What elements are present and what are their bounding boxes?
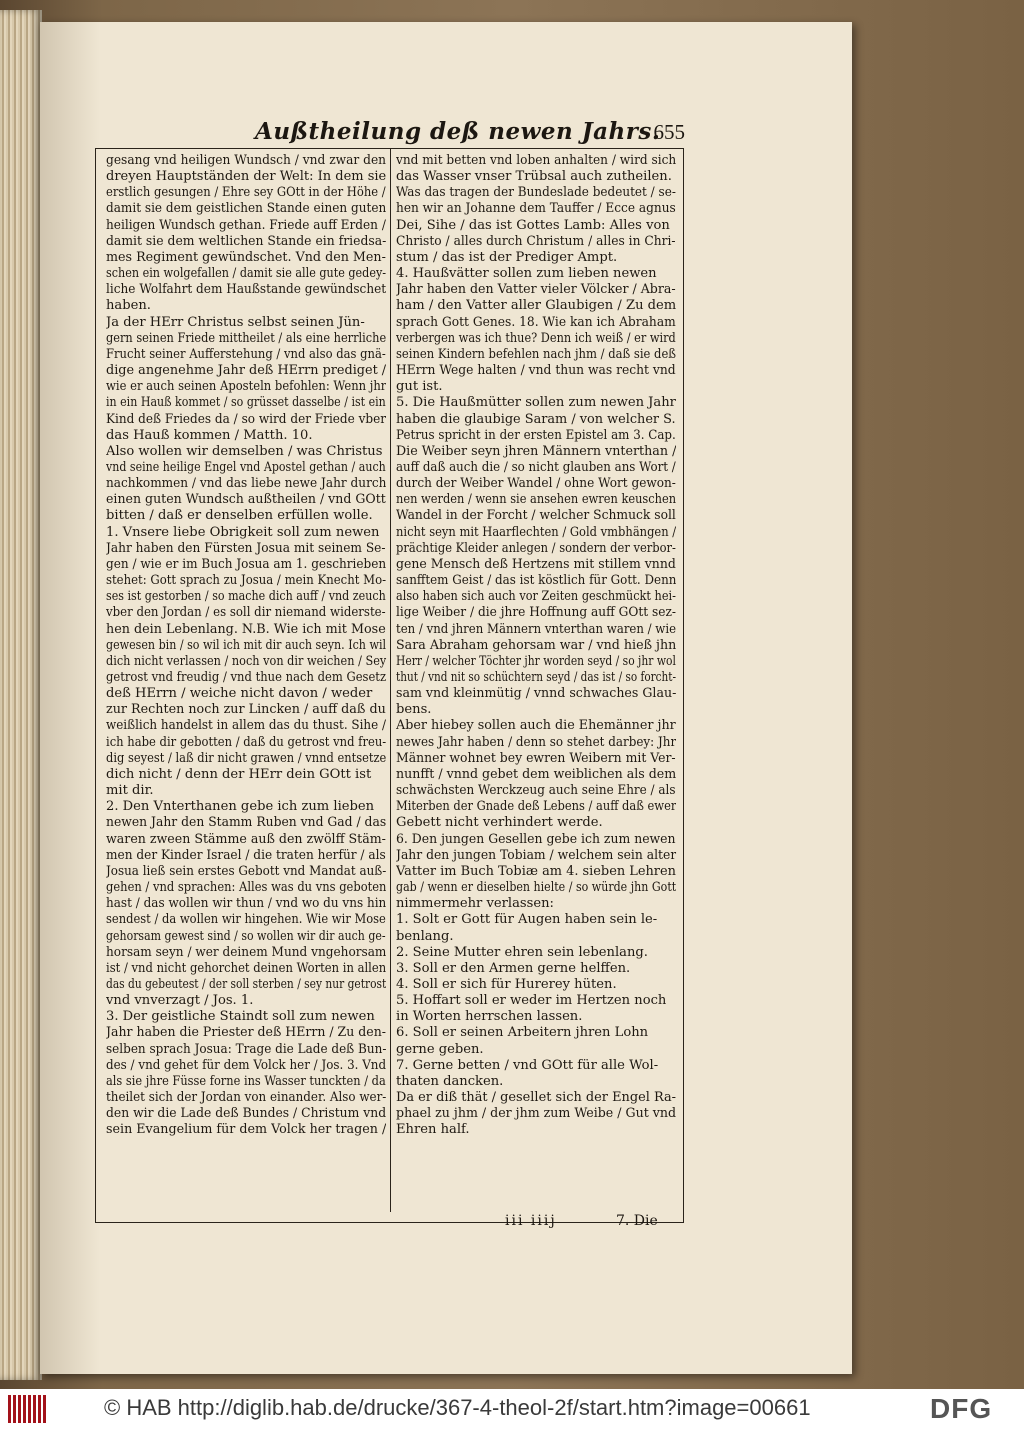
text-line: Frucht seiner Aufferstehung / vnd also das gnä- [106,346,386,362]
text-line: sein Evangelium für dem Volck her tragen / [106,1122,387,1138]
book-page-edges [0,10,42,1380]
text-line: dig seyest / laß dir nicht grawen / vnnd entsetze [106,750,386,766]
text-line: in Worten herrschen lassen. [396,1009,583,1025]
text-line: dreyen Hauptständen der Welt: In dem sie [106,169,387,185]
text-line: HErrn Wege halten / vnd thun was recht vnd [396,363,676,379]
text-line: Jahr haben den Fürsten Josua mit seinem Se- [106,540,386,556]
text-line: bitten / daß er denselben erfüllen wolle. [106,508,373,524]
text-line: ist / vnd nicht gehorchet deinen Worten in allen [106,960,386,976]
text-line: damit sie dem geistlichen Stande einen guten [106,201,386,217]
text-line: Da er diß thät / gesellet sich der Engel Ra- [396,1090,677,1106]
text-line: durch der Weiber Wandel / ohne Wort gewon- [396,476,676,492]
running-title: Außtheilung deß newen Jahrs. [255,118,661,145]
text-line: nunfft / vnnd gebet dem weiblichen als dem [396,766,676,782]
text-line: 3. Der geistliche Staindt soll zum newen [106,1009,375,1025]
hab-logo-icon [8,1395,48,1423]
text-line: gen / wie er im Buch Josua am 1. geschrieben [106,556,386,572]
text-line: gesang vnd heiligen Wundsch / vnd zwar den [106,153,386,168]
text-line: phael zu jhm / der jhm zum Weibe / Gut vnd [396,1106,676,1122]
text-line: gerne geben. [396,1041,484,1057]
text-line: hen dein Lebenlang. N.B. Wie ich mit Mose [106,621,386,637]
text-line: lige Weiber / die jhre Hoffnung auff GOtt sez- [396,605,676,621]
text-line: thaten dancken. [396,1073,504,1089]
text-line: sprach Gott Genes. 18. Wie kan ich Abraham [396,314,676,330]
text-line: weißlich handelst in allem das du thust. Sihe / [106,718,386,734]
text-line: in ein Hauß kommet / so grüsset dasselbe / ist ein [106,395,386,411]
text-line: dich nicht / denn der HErr dein GOtt ist [106,766,372,782]
text-line: vnd vnverzagt / Jos. 1. [106,993,254,1009]
text-line: Ja der HErr Christus selbst seinen Jün- [106,314,365,330]
signature-mark: iii iiij [505,1213,557,1229]
text-line: Wandel in der Forcht / welcher Schmuck soll [396,508,676,524]
text-line: theilet sich der Jordan von einander. Also wer- [106,1090,386,1106]
text-line: Was das tragen der Bundeslade bedeutet / se- [396,185,676,201]
text-line: zur Rechten noch zur Lincken / auff daß du [106,702,386,718]
text-line: benlang. [396,928,454,944]
text-line: Herr / welcher Töchter jhr worden seyd / so jhr wol [396,653,676,669]
text-line: deß HErrn / weiche nicht davon / weder [106,686,373,702]
text-line: prächtige Kleider anlegen / sondern der verbor- [396,540,676,556]
text-line: liche Wolfahrt dem Haußstande gewündschet [106,282,386,298]
text-line: Also wollen wir demselben / was Christus [106,443,383,459]
text-line: 3. Soll er den Armen gerne helffen. [396,960,631,976]
text-line: 6. Den jungen Gesellen gebe ich zum newen [396,831,676,847]
text-line: seinen Kindern befehlen nach jhm / daß sie deß [396,346,676,362]
text-line: men der Kinder Israel / die traten herfür / als [106,847,386,863]
text-line: hen wir an Johanne dem Tauffer / Ecce agnus [396,201,676,217]
text-line: als sie jhre Füsse forne ins Wasser tunckten / da [106,1073,386,1089]
text-line: 7. Gerne betten / vnd GOtt für alle Wol- [396,1057,659,1073]
text-line: 2. Den Vnterthanen gebe ich zum lieben [106,799,375,815]
text-line: nimmermehr verlassen: [396,896,554,912]
text-line: gehorsam gewest sind / so wollen wir dir auch ge- [106,928,386,944]
text-line: Dei, Sihe / das ist Gottes Lamb: Alles von [396,217,670,233]
text-line: schwächsten Werckzeug auch seine Ehre / als [396,783,676,799]
text-line: des / vnd gehet für dem Volck her / Jos. 3. Vnd [106,1057,386,1073]
text-line: gab / wenn er dieselben hielte / so würde jhn Gott [396,880,676,896]
text-line: bens. [396,702,432,718]
dfg-logo: DFG [930,1393,993,1424]
text-line: newen Jahr den Stamm Ruben vnd Gad / das [106,815,387,831]
page-number: 655 [653,120,685,144]
text-line: Kind deß Friedes da / so wird der Friede vber [106,411,386,427]
text-line: ham / den Vatter aller Glaubigen / Zu dem [396,298,677,314]
text-line: heiligen Wundsch gethan. Friede auff Erden / [106,217,386,233]
text-line: dich nicht verlassen / noch von dir weichen / Sey [106,653,387,669]
text-line: Die Weiber seyn jhren Männern vnterthan / [396,443,677,459]
text-line: Jahr haben den Vatter vieler Völcker / Abra- [396,282,676,298]
text-line: vnd mit betten vnd loben anhalten / wird sich [396,153,676,168]
text-line: das Wasser vnser Trübsal auch zutheilen. [396,169,672,185]
text-line: Miterben der Gnade deß Lebens / auff daß ewer [396,799,676,815]
text-line: 1. Solt er Gott für Augen haben sein le- [396,912,658,928]
right-column [396,153,678,1139]
text-line: haben. [106,298,151,314]
text-line: mit dir. [106,783,154,799]
text-line: wie er auch seinen Aposteln befohlen: Wenn jhr [106,379,386,395]
text-line: nen werden / wenn sie ansehen ewren keuschen [396,492,677,508]
text-line: 5. Hoffart soll er weder im Hertzen noch [396,993,667,1009]
text-line: also haben sich auch vor Zeiten geschmückt hei- [396,589,676,605]
text-line: ich habe dir gebotten / daß du getrost vnd freu- [106,734,386,750]
text-line: Gebett nicht verhindert werde. [396,815,603,831]
text-line: gern seinen Friede mittheilet / als eine herrliche [106,330,387,346]
text-line: stehet: Gott sprach zu Josua / mein Knecht Mo- [106,573,387,589]
text-line: damit sie dem weltlichen Stande ein friedsa- [106,233,387,249]
text-line: Petrus spricht in der ersten Epistel am 3. Cap. [396,427,676,443]
text-line: gewesen bin / so wil ich mit dir auch seyn. Ich wil [106,637,387,653]
text-line: dige angenehme Jahr deß HErrn prediget / [106,363,386,379]
text-line: gene Mensch deß Hertzens mit stillem vnnd [396,556,676,572]
text-line: sanfftem Geist / das ist köstlich für Gott. Denn [396,573,676,589]
text-line: getrost vnd freudig / vnd thue nach dem Gesetz [106,670,386,685]
source-url-link[interactable]: © HAB http://diglib.hab.de/drucke/367-4-theol-2f/start.htm?image=00661 [104,1395,811,1420]
left-column [106,153,388,1139]
text-line: sam vnd kleinmütig / vnnd schwaches Glau- [396,686,676,702]
text-line: erstlich gesungen / Ehre sey GOtt in der Höhe / [106,185,386,201]
catchword: 7. Die [616,1213,658,1229]
text-line: ses ist gestorben / so mache dich auff / vnd zeuch [106,589,386,605]
text-line: waren zween Stämme auß den zwölff Stäm- [106,831,386,847]
text-line: 6. Soll er seinen Arbeitern jhren Lohn [396,1025,649,1041]
text-line: den wir die Lade deß Bundes / Christum vnd [106,1106,387,1122]
text-line: schen ein wolgefallen / damit sie alle gute gedey- [106,266,387,282]
text-line: sendest / da wollen wir hingehen. Wie wir Mose [106,912,386,928]
text-line: das du gebeutest / der soll sterben / sey nur getrost [106,976,387,992]
text-line: Sara Abraham gehorsam war / vnd hieß jhn [396,637,677,653]
text-line: das Hauß kommen / Matth. 10. [106,427,313,443]
text-line: Männer wohnet bey ewren Weibern mit Ver- [396,750,676,766]
text-line: nachkommen / vnd das liebe newe Jahr durch [106,476,386,492]
text-line: 4. Soll er sich für Hurerey hüten. [396,976,617,992]
text-line: Josua ließ sein erstes Gebott vnd Mandat auß- [106,863,386,879]
text-line: vnd seine heilige Engel vnd Apostel gethan / auch [106,459,386,475]
text-line: 2. Seine Mutter ehren sein lebenlang. [396,944,648,960]
text-line: 4. Haußvätter sollen zum lieben newen [396,266,657,282]
text-line: Vatter im Buch Tobiæ am 4. sieben Lehren [396,863,676,879]
text-line: verbergen was ich thue? Denn ich weiß / er wird [396,330,676,346]
viewer-footer-bar [0,1389,1024,1429]
column-divider [390,148,391,1212]
text-line: Christo / alles durch Christum / alles in Chri- [396,233,676,249]
text-line: ten / vnd jhren Männern vnterthan waren / wie [396,621,677,637]
text-line: haben die glaubige Saram / von welcher S. [396,411,676,427]
text-line: auff daß auch die / so nicht glauben ans Wort / [396,459,676,475]
text-line: newes Jahr haben / denn so stehet darbey: Jhr [396,734,676,750]
text-line: 1. Vnsere liebe Obrigkeit soll zum newen [106,524,380,540]
text-line: gehen / vnd sprachen: Alles was du vns geboten [106,880,387,896]
text-line: horsam seyn / wer deinem Mund vngehorsam [106,944,386,960]
text-line: vber den Jordan / es soll dir niemand widerste- [106,605,386,621]
text-line: stum / das ist der Prediger Ampt. [396,249,618,265]
text-line: selben sprach Josua: Trage die Lade deß Bun- [106,1041,386,1057]
text-line: gut ist. [396,379,443,395]
text-line: einen guten Wundsch außtheilen / vnd GOtt [106,492,386,508]
text-line: hast / das wollen wir thun / vnd wo du vns hin [106,896,386,912]
text-line: Aber hiebey sollen auch die Ehemänner jhr [396,718,676,734]
text-line: Jahr den jungen Tobiam / welchem sein alter [396,847,677,863]
text-line: 5. Die Haußmütter sollen zum newen Jahr [396,395,676,411]
text-line: thut / vnd nit so schüchtern seyd / das ist / so forcht- [396,670,676,685]
text-line: mes Regiment gewündschet. Vnd den Men- [106,249,386,265]
text-line: Jahr haben die Priester deß HErrn / Zu den- [106,1025,387,1041]
text-line: nicht seyn mit Haarflechten / Gold vmbhängen / [396,524,677,540]
text-line: Ehren half. [396,1122,470,1138]
